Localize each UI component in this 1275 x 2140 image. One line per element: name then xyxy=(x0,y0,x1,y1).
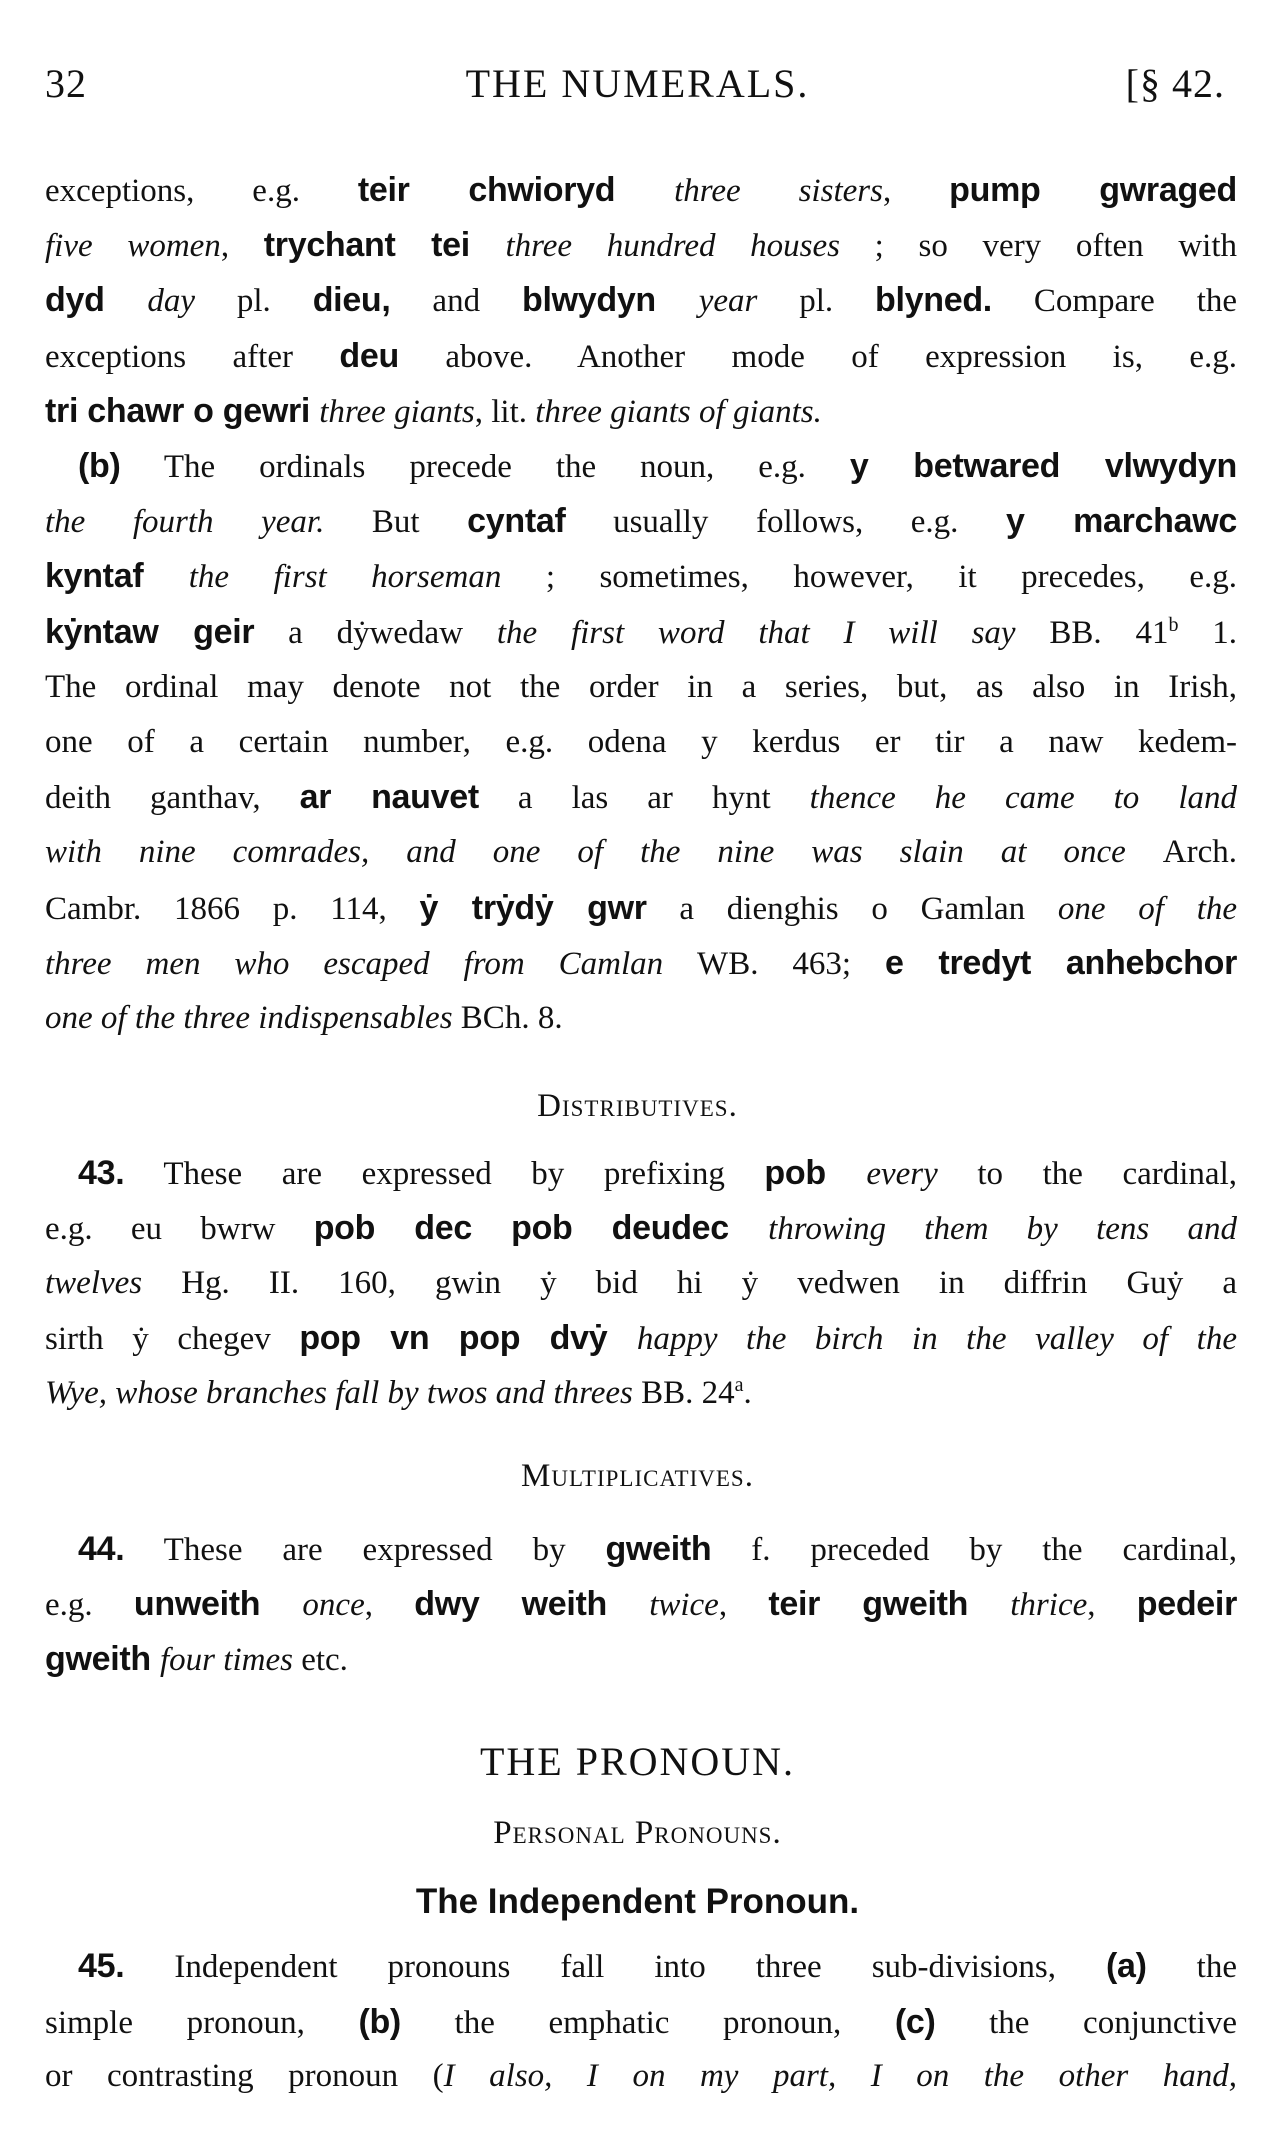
welsh-term: tri chawr o gewri xyxy=(45,391,320,430)
text: BB. 24 xyxy=(641,1375,735,1411)
text: usually follows, e.g. xyxy=(565,504,1006,541)
welsh-term: teir gweith xyxy=(768,1585,1011,1623)
text: a dẏwedaw xyxy=(254,614,497,651)
translation: twice xyxy=(649,1587,719,1623)
welsh-term: deu xyxy=(339,336,399,375)
translation: thrice xyxy=(1010,1587,1088,1623)
translation: day xyxy=(147,283,237,320)
text-line xyxy=(45,1153,1237,1193)
text-line xyxy=(45,1263,1237,1303)
welsh-term: pob xyxy=(764,1154,867,1192)
text: the xyxy=(1146,1949,1237,1985)
text: the conjunctive xyxy=(935,2005,1237,2041)
welsh-term: dyd xyxy=(45,281,148,320)
welsh-term: pedeir xyxy=(1136,1585,1237,1623)
superscript: a xyxy=(734,1374,744,1396)
text-line xyxy=(45,888,1237,928)
text-line xyxy=(45,170,1237,210)
welsh-term: unweith xyxy=(133,1585,303,1623)
translation: three sisters xyxy=(674,173,883,209)
welsh-term: y betwared vlwydyn xyxy=(849,447,1237,485)
text: . xyxy=(743,1375,752,1411)
text-line xyxy=(45,667,1237,707)
text: etc. xyxy=(301,1642,348,1678)
translation: the fourth year. xyxy=(45,504,325,541)
welsh-term: teir chwioryd xyxy=(357,171,675,209)
welsh-term: (b) xyxy=(358,2003,401,2041)
translation: twelves xyxy=(45,1265,182,1301)
welsh-term: e tredyt anhebchor xyxy=(884,943,1238,982)
heading-personal-pronouns: Personal Pronouns. xyxy=(493,1815,782,1851)
translation: the first horseman xyxy=(188,559,502,596)
translation: three men who escaped from Camlan xyxy=(45,945,698,982)
welsh-term: pob dec pob deudec xyxy=(313,1209,769,1247)
text: , xyxy=(364,1587,415,1623)
text: , xyxy=(220,228,264,265)
text: The ordinals precede the noun, e.g. xyxy=(120,449,850,485)
text xyxy=(45,1949,78,1985)
text: WB. 463; xyxy=(697,945,885,982)
welsh-term: dwy weith xyxy=(414,1585,650,1623)
translation: three giants of giants. xyxy=(535,393,822,430)
text-line xyxy=(45,1639,1237,1680)
text-line xyxy=(45,998,1237,1038)
text: ; sometimes, however, it precedes, e.g. xyxy=(501,559,1237,596)
text-line xyxy=(45,280,1237,320)
text-line xyxy=(45,1373,1237,1413)
welsh-term: (c) xyxy=(894,2003,936,2041)
text-line xyxy=(45,2056,1237,2096)
translation: four times xyxy=(160,1642,302,1678)
text: These are expressed by xyxy=(124,1532,606,1568)
text: , xyxy=(1087,1587,1137,1623)
welsh-term: gweith xyxy=(605,1530,712,1568)
text-line xyxy=(45,612,1237,652)
translation: the first word that I will say xyxy=(496,614,1050,651)
welsh-term: pop vn pop dvẏ xyxy=(299,1319,637,1357)
translation: Wye, whose branches fall by twos and threes xyxy=(45,1375,642,1411)
text: Independent pronouns fall into three sub-divisions, xyxy=(124,1949,1106,1985)
text-line xyxy=(45,501,1237,541)
heading-multiplicatives: Multiplicatives. xyxy=(521,1458,754,1494)
translation: five women xyxy=(45,228,221,265)
text: The ordinal may denote not the order in a series, but, as also in Irish, xyxy=(45,668,1237,705)
welsh-term: kyntaf xyxy=(45,557,189,596)
translation: every xyxy=(866,1156,938,1192)
section-mark: [§ 42. xyxy=(1125,61,1225,106)
translation: thence he came to land xyxy=(809,780,1237,817)
text: sirth ẏ chegev xyxy=(45,1321,300,1357)
text: BB. 41 xyxy=(1049,614,1169,651)
text: , lit. xyxy=(474,393,536,430)
welsh-term: (a) xyxy=(1106,1947,1147,1985)
text-line xyxy=(45,1584,1237,1624)
text: one of a certain number, e.g. odena y kerdus er tir a naw kedem- xyxy=(45,724,1237,760)
welsh-term: ẏ trẏdẏ gwr xyxy=(419,888,647,927)
heading-pronoun: THE PRONOUN. xyxy=(479,1739,796,1784)
superscript: b xyxy=(1168,613,1179,636)
text-line xyxy=(45,2002,1237,2042)
welsh-term: blwydyn xyxy=(521,281,699,320)
welsh-term: trychant tei xyxy=(263,226,506,265)
text: a las ar hynt xyxy=(478,780,810,817)
text: pl. xyxy=(236,283,313,320)
text-line xyxy=(45,943,1237,983)
text: pl. xyxy=(799,283,876,320)
welsh-term: kẏntaw geir xyxy=(45,612,255,651)
text: These are expressed by prefixing xyxy=(124,1156,765,1192)
text: to the cardinal, xyxy=(937,1156,1237,1192)
welsh-term: gweith xyxy=(45,1640,161,1678)
text-line xyxy=(45,556,1237,596)
translation: once xyxy=(302,1587,365,1623)
welsh-term: blyned. xyxy=(875,281,992,320)
welsh-term: dieu, xyxy=(312,281,391,320)
text-line xyxy=(45,225,1237,265)
text: e.g. xyxy=(45,1587,134,1623)
text: , xyxy=(718,1587,769,1623)
welsh-term: cyntaf xyxy=(467,502,566,541)
translation: happy the birch in the valley of the xyxy=(636,1321,1237,1357)
text: BCh. 8. xyxy=(460,1000,563,1036)
welsh-term: ar nauvet xyxy=(299,778,479,817)
text: exceptions, e.g. xyxy=(45,173,358,209)
running-title: THE NUMERALS. xyxy=(465,61,810,106)
heading-distributives: Distributives. xyxy=(537,1088,738,1124)
text xyxy=(45,449,78,485)
translation: one of the three indispensables xyxy=(45,1000,461,1036)
welsh-term: pump gwraged xyxy=(949,171,1238,209)
text: Compare the xyxy=(991,283,1238,320)
text: Arch. xyxy=(1162,834,1237,871)
welsh-term: 45. xyxy=(78,1947,125,1985)
text-line xyxy=(45,832,1237,872)
page-number: 32 xyxy=(45,61,87,106)
text: Hg. II. 160, gwin ẏ bid hi ẏ vedwen in diffrin Guẏ a xyxy=(181,1265,1237,1301)
text: f. preceded by the cardinal, xyxy=(711,1532,1237,1568)
welsh-term: (b) xyxy=(78,447,121,485)
translation: year xyxy=(698,283,800,320)
text: and xyxy=(390,283,522,320)
welsh-term: 43. xyxy=(78,1154,125,1192)
text: , xyxy=(882,173,950,209)
text-line xyxy=(45,446,1237,486)
text xyxy=(45,1532,78,1568)
translation: with nine comrades, and one of the nine was slain at once xyxy=(45,834,1163,871)
text xyxy=(45,1156,78,1192)
translation: three hundred houses xyxy=(505,228,840,265)
translation: throwing them by tens and xyxy=(768,1211,1237,1247)
translation: one of the xyxy=(1057,890,1238,927)
text-line xyxy=(45,722,1237,762)
welsh-term: 44. xyxy=(78,1530,125,1568)
text: deith ganthav, xyxy=(45,780,300,817)
text-line xyxy=(45,777,1237,817)
text: e.g. eu bwrw xyxy=(45,1211,314,1247)
text: ; so very often with xyxy=(839,228,1238,265)
text: simple pronoun, xyxy=(45,2005,359,2041)
text-line xyxy=(45,1208,1237,1248)
text: a dienghis o Gamlan xyxy=(646,890,1058,927)
text-line xyxy=(45,1529,1237,1569)
text: or contrasting pronoun ( xyxy=(45,2058,444,2094)
text-line xyxy=(45,336,1237,376)
text: exceptions after xyxy=(45,338,340,375)
text-line xyxy=(45,1946,1237,1986)
heading-independent-pronoun: The Independent Pronoun. xyxy=(415,1882,860,1921)
translation: three giants xyxy=(319,393,475,430)
text: But xyxy=(324,504,468,541)
welsh-term: y marchawc xyxy=(1006,502,1237,541)
text: the emphatic pronoun, xyxy=(400,2005,895,2041)
text: Cambr. 1866 p. 114, xyxy=(45,890,420,927)
text-line xyxy=(45,1318,1237,1358)
text: above. Another mode of expression is, e.g. xyxy=(398,338,1238,375)
translation: I also, I on my part, I on the other hand, xyxy=(443,2058,1237,2094)
text-line xyxy=(45,391,1237,432)
text: 1. xyxy=(1178,614,1237,651)
